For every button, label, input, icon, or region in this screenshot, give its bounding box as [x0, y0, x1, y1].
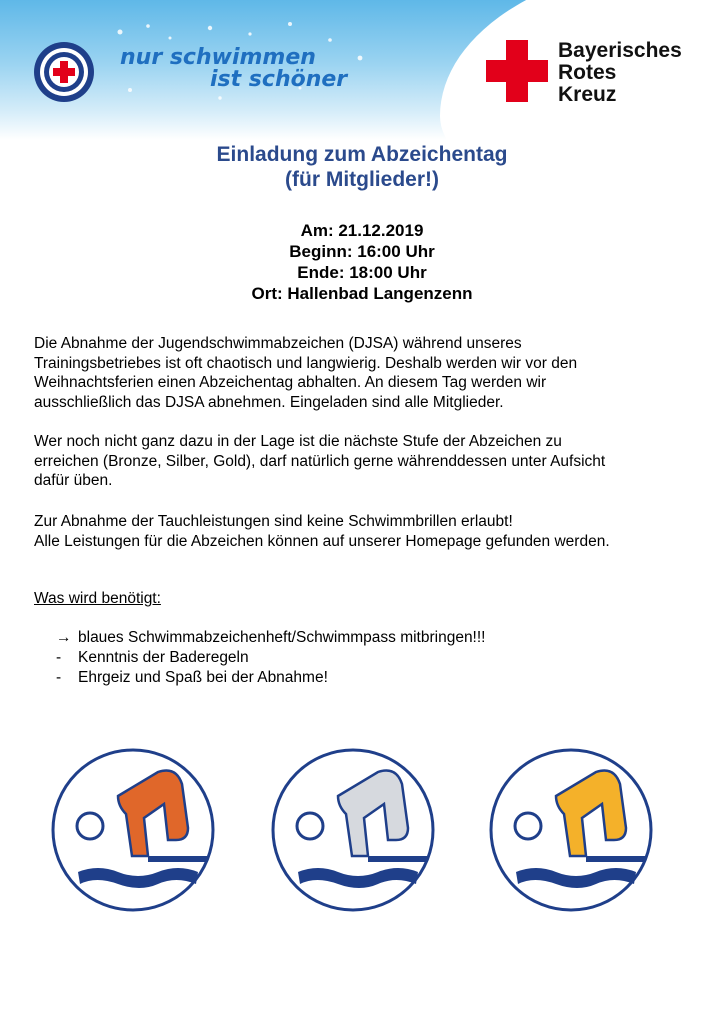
needed-heading: Was wird benötigt:	[34, 590, 161, 607]
event-details	[0, 220, 724, 304]
page-title	[0, 142, 724, 192]
paragraph-practice	[34, 432, 694, 491]
slogan-graphic	[100, 18, 380, 108]
org-name-line: Kreuz	[558, 83, 617, 106]
page-header	[0, 0, 724, 140]
bronze-swim-badge-icon	[48, 744, 218, 922]
text-line: erreichen (Bronze, Silber, Gold), darf natürlich gerne währenddessen unter Aufsicht	[34, 452, 606, 470]
text-line: Trainingsbetriebes ist oft chaotisch und langwierig. Deshalb werden wir vor den	[34, 354, 578, 372]
text-line: Wer noch nicht ganz dazu in der Lage ist die nächste Stufe der Abzeichen zu	[34, 433, 562, 450]
org-name-line: Bayerisches	[558, 39, 682, 62]
list-item-text: blaues Schwimmabzeichenheft/Schwimmpass mitbringen!!!	[78, 629, 486, 646]
slogan-line1: nur schwimmen	[120, 45, 316, 70]
gold-swim-badge-icon	[486, 744, 656, 922]
event-location: Ort: Hallenbad Langenzenn	[251, 284, 473, 303]
list-item	[56, 628, 485, 648]
arrow-icon: →	[56, 629, 72, 646]
title-line1: Einladung zum Abzeichentag	[216, 143, 508, 166]
list-item-text: Ehrgeiz und Spaß bei der Abnahme!	[78, 669, 328, 686]
text-line: ausschließlich das DJSA abnehmen. Eingeladen sind alle Mitglieder.	[34, 393, 504, 411]
needed-list	[56, 628, 485, 688]
text-line: Alle Leistungen für die Abzeichen können auf unserer Homepage gefunden werden.	[34, 532, 610, 550]
event-start: Beginn: 16:00 Uhr	[289, 242, 435, 261]
event-end: Ende: 18:00 Uhr	[297, 263, 427, 282]
red-cross-icon	[486, 40, 548, 102]
list-item	[56, 668, 485, 688]
silver-swim-badge-icon	[268, 744, 438, 922]
text-line: Die Abnahme der Jugendschwimmabzeichen (DJSA) während unseres	[34, 335, 522, 352]
org-name	[558, 40, 682, 106]
org-name-line: Rotes	[558, 61, 617, 84]
list-item-text: Kenntnis der Baderegeln	[78, 649, 249, 666]
paragraph-rules	[34, 512, 694, 551]
text-line: Zur Abnahme der Tauchleistungen sind keine Schwimmbrillen erlaubt!	[34, 513, 513, 530]
wasserwacht-logo-icon	[32, 40, 96, 104]
title-line2: (für Mitglieder!)	[285, 168, 439, 191]
dash-marker: -	[56, 669, 62, 686]
list-item	[56, 648, 485, 668]
event-date: Am: 21.12.2019	[300, 221, 424, 240]
slogan-line2: ist schöner	[210, 67, 348, 92]
paragraph-intro	[34, 334, 694, 412]
dash-marker: -	[56, 649, 62, 666]
text-line: Weihnachtsferien einen Abzeichentag abhalten. An diesem Tag werden wir	[34, 374, 547, 391]
text-line: dafür üben.	[34, 472, 113, 489]
